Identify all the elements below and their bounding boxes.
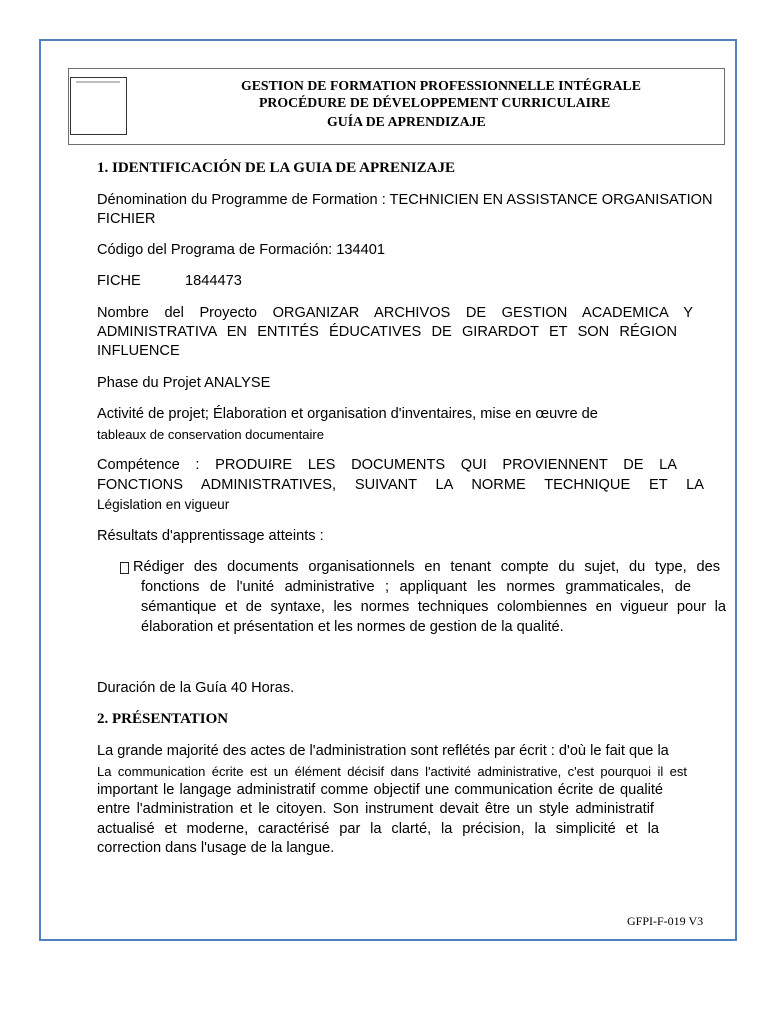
learning-result-line: élaboration et présentation et les normes de gestion de la qualité. xyxy=(141,619,564,635)
competence-line: Compétence : PRODUIRE LES DOCUMENTS QUI PROVIENNENT DE LA xyxy=(97,457,677,473)
fiche-label: FICHE xyxy=(97,273,141,289)
form-code: GFPI-F-019 V3 xyxy=(627,914,704,928)
fiche-number: 1844473 xyxy=(185,273,242,289)
header-title-line-1: GESTION DE FORMATION PROFESSIONNELLE INTÉGRALE xyxy=(241,78,641,93)
presentation-line: entre l'administration et le citoyen. Son instrument devait être un style administratif xyxy=(97,801,654,817)
section-2-heading: 2. PRÉSENTATION xyxy=(97,711,229,727)
program-code: Código del Programa de Formación: 134401 xyxy=(97,242,385,258)
project-activity-line: Activité de projet; Élaboration et organisation d'inventaires, mise en œuvre de xyxy=(97,406,598,422)
header-title-line-2: PROCÉDURE DE DÉVELOPPEMENT CURRICULAIRE xyxy=(259,95,611,110)
presentation-line: actualisé et moderne, caractérisé par la clarté, la précision, la simplicité et la xyxy=(97,821,659,837)
competence-line: FONCTIONS ADMINISTRATIVES, SUIVANT LA NORME TECHNIQUE ET LA xyxy=(97,477,704,493)
presentation-line: La grande majorité des actes de l'administration sont reflétés par écrit : d'où le fait que la xyxy=(97,743,669,759)
learning-result-line: sémantique et de syntaxe, les normes techniques colombiennes en vigueur pour la xyxy=(141,599,726,615)
header-title-line-3: GUÍA DE APRENDIZAJE xyxy=(327,114,486,129)
section-1-heading: 1. IDENTIFICACIÓN DE LA GUIA DE APRENIZAJE xyxy=(97,160,455,176)
presentation-line: correction dans l'usage de la langue. xyxy=(97,840,335,856)
learning-result-line: fonctions de l'unité administrative ; appliquant les normes grammaticales, de xyxy=(141,579,691,595)
project-activity-line: tableaux de conservation documentaire xyxy=(97,427,324,442)
project-phase: Phase du Projet ANALYSE xyxy=(97,375,271,391)
bullet-icon xyxy=(120,562,129,574)
learning-result-line: Rédiger des documents organisationnels en tenant compte du sujet, du type, des xyxy=(133,559,720,575)
competence-line: Législation en vigueur xyxy=(97,497,230,512)
program-name-line: FICHIER xyxy=(97,211,156,227)
program-name-line: Dénomination du Programme de Formation : TECHNICIEN EN ASSISTANCE ORGANISATION xyxy=(97,192,713,208)
project-name-line: Nombre del Proyecto ORGANIZAR ARCHIVOS DE GESTION ACADEMICA Y xyxy=(97,305,693,321)
learning-results-label: Résultats d'apprentissage atteints : xyxy=(97,528,324,544)
presentation-line: La communication écrite est un élément décisif dans l'activité administrative, c'est pourquoi il est xyxy=(97,764,687,779)
logo-caption-mark xyxy=(76,81,120,83)
guide-duration: Duración de la Guía 40 Horas. xyxy=(97,680,295,696)
project-name-line: ADMINISTRATIVA EN ENTITÉS ÉDUCATIVES DE GIRARDOT ET SON RÉGION xyxy=(97,324,677,340)
presentation-line: important le langage administratif comme objectif une communication écrite de qualité xyxy=(97,782,663,798)
logo-placeholder xyxy=(70,77,127,135)
project-name-line: INFLUENCE xyxy=(97,343,180,359)
